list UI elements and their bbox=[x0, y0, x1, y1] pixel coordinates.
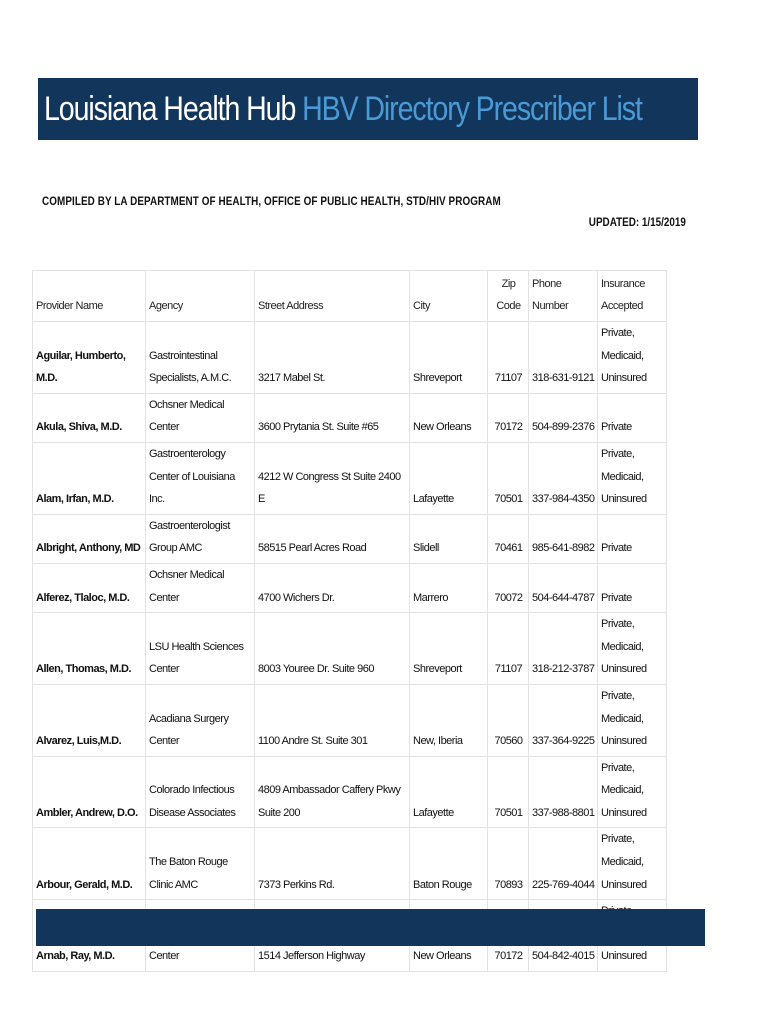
column-header-insurance-accepted: Insurance Accepted bbox=[598, 271, 667, 322]
phone-number-cell: 504-644-4787 bbox=[529, 563, 598, 612]
insurance-cell: Private, Medicaid, Uninsured bbox=[598, 322, 667, 394]
provider-name-cell: Alam, Irfan, M.D. bbox=[33, 442, 146, 514]
street-address-cell: 58515 Pearl Acres Road bbox=[255, 514, 410, 563]
table-header-row bbox=[33, 271, 667, 322]
street-address-cell: 8003 Youree Dr. Suite 960 bbox=[255, 613, 410, 685]
column-header-agency: Agency bbox=[146, 271, 255, 322]
provider-name-cell: Albright, Anthony, MD bbox=[33, 514, 146, 563]
phone-number-cell: 985-641-8982 bbox=[529, 514, 598, 563]
table-row bbox=[33, 756, 667, 828]
insurance-cell: Private bbox=[598, 514, 667, 563]
insurance-cell: Private, Medicaid, Uninsured bbox=[598, 684, 667, 756]
updated-date: UPDATED: 1/15/2019 bbox=[588, 217, 686, 229]
page-title-part1: Louisiana Health Hub bbox=[44, 90, 296, 128]
street-address-cell: 3217 Mabel St. bbox=[255, 322, 410, 394]
street-address-cell: 3600 Prytania St. Suite #65 bbox=[255, 393, 410, 442]
city-cell: Lafayette bbox=[410, 756, 488, 828]
page-title-part2: HBV Directory Prescriber List bbox=[302, 90, 642, 128]
street-address-cell: 1514 Jefferson Highway bbox=[255, 900, 410, 972]
compiled-by-note: COMPILED BY LA DEPARTMENT OF HEALTH, OFFICE OF PUBLIC HEALTH, STD/HIV PROGRAM bbox=[42, 196, 501, 208]
provider-name-cell: Akula, Shiva, M.D. bbox=[33, 393, 146, 442]
zip-code-cell: 71107 bbox=[488, 613, 529, 685]
street-address-cell: 1100 Andre St. Suite 301 bbox=[255, 684, 410, 756]
table-row bbox=[33, 442, 667, 514]
phone-number-cell: 337-988-8801 bbox=[529, 756, 598, 828]
column-header-provider-name: Provider Name bbox=[33, 271, 146, 322]
agency-cell: Center bbox=[146, 900, 255, 972]
provider-name-cell: Alvarez, Luis,M.D. bbox=[33, 684, 146, 756]
street-address-cell: 7373 Perkins Rd. bbox=[255, 828, 410, 900]
insurance-cell: Private, Medicaid, Uninsured bbox=[598, 828, 667, 900]
column-header-zip-code: Zip Code bbox=[488, 271, 529, 322]
table-row bbox=[33, 563, 667, 612]
phone-number-cell: 318-631-9121 bbox=[529, 322, 598, 394]
column-header-street-address: Street Address bbox=[255, 271, 410, 322]
agency-cell: Gastroenterologist Group AMC bbox=[146, 514, 255, 563]
title-banner bbox=[38, 78, 698, 140]
city-cell: New Orleans bbox=[410, 393, 488, 442]
city-cell: Marrero bbox=[410, 563, 488, 612]
zip-code-cell: 70501 bbox=[488, 756, 529, 828]
provider-name-cell: Arnab, Ray, M.D. bbox=[33, 900, 146, 972]
zip-code-cell: 70461 bbox=[488, 514, 529, 563]
agency-cell: Acadiana Surgery Center bbox=[146, 684, 255, 756]
provider-name-cell: Allen, Thomas, M.D. bbox=[33, 613, 146, 685]
zip-code-cell: 70501 bbox=[488, 442, 529, 514]
provider-name-cell: Alferez, Tlaloc, M.D. bbox=[33, 563, 146, 612]
insurance-cell: Private, Medicaid, Uninsured bbox=[598, 756, 667, 828]
city-cell: Baton Rouge bbox=[410, 828, 488, 900]
phone-number-cell: 318-212-3787 bbox=[529, 613, 598, 685]
prescriber-table bbox=[32, 270, 667, 972]
table-row bbox=[33, 684, 667, 756]
agency-cell: Ochsner Medical Center bbox=[146, 393, 255, 442]
city-cell: Shreveport bbox=[410, 613, 488, 685]
zip-code-cell: 70172 bbox=[488, 393, 529, 442]
street-address-cell: 4809 Ambassador Caffery Pkwy Suite 200 bbox=[255, 756, 410, 828]
insurance-cell: Uninsured bbox=[598, 900, 667, 972]
provider-name-cell: Aguilar, Humberto, M.D. bbox=[33, 322, 146, 394]
zip-code-cell: 70893 bbox=[488, 828, 529, 900]
street-address-cell: 4212 W Congress St Suite 2400 E bbox=[255, 442, 410, 514]
phone-number-cell: 225-769-4044 bbox=[529, 828, 598, 900]
phone-number-cell: 504-899-2376 bbox=[529, 393, 598, 442]
phone-number-cell: 337-984-4350 bbox=[529, 442, 598, 514]
agency-cell: Gastroenterology Center of Louisiana Inc. bbox=[146, 442, 255, 514]
insurance-cell: Private, Medicaid, Uninsured bbox=[598, 442, 667, 514]
provider-name-cell: Arbour, Gerald, M.D. bbox=[33, 828, 146, 900]
insurance-cell: Private, Medicaid, Uninsured bbox=[598, 613, 667, 685]
agency-cell: LSU Health Sciences Center bbox=[146, 613, 255, 685]
footer-bar bbox=[36, 909, 705, 946]
city-cell: Lafayette bbox=[410, 442, 488, 514]
insurance-cell: Private bbox=[598, 563, 667, 612]
zip-code-cell: 70172 bbox=[488, 900, 529, 972]
column-header-phone-number: Phone Number bbox=[529, 271, 598, 322]
phone-number-cell: 337-364-9225 bbox=[529, 684, 598, 756]
table-row bbox=[33, 393, 667, 442]
city-cell: New Orleans bbox=[410, 900, 488, 972]
table-row bbox=[33, 828, 667, 900]
phone-number-cell: 504-842-4015 bbox=[529, 900, 598, 972]
table-row bbox=[33, 514, 667, 563]
agency-cell: The Baton Rouge Clinic AMC bbox=[146, 828, 255, 900]
agency-cell: Colorado Infectious Disease Associates bbox=[146, 756, 255, 828]
zip-code-cell: 70072 bbox=[488, 563, 529, 612]
table-row bbox=[33, 322, 667, 394]
street-address-cell: 4700 Wichers Dr. bbox=[255, 563, 410, 612]
city-cell: New, Iberia bbox=[410, 684, 488, 756]
zip-code-cell: 70560 bbox=[488, 684, 529, 756]
zip-code-cell: 71107 bbox=[488, 322, 529, 394]
table-row bbox=[33, 613, 667, 685]
insurance-cell: Private bbox=[598, 393, 667, 442]
column-header-city: City bbox=[410, 271, 488, 322]
city-cell: Shreveport bbox=[410, 322, 488, 394]
agency-cell: Ochsner Medical Center bbox=[146, 563, 255, 612]
city-cell: Slidell bbox=[410, 514, 488, 563]
provider-name-cell: Ambler, Andrew, D.O. bbox=[33, 756, 146, 828]
page-title bbox=[44, 92, 642, 126]
agency-cell: Gastrointestinal Specialists, A.M.C. bbox=[146, 322, 255, 394]
